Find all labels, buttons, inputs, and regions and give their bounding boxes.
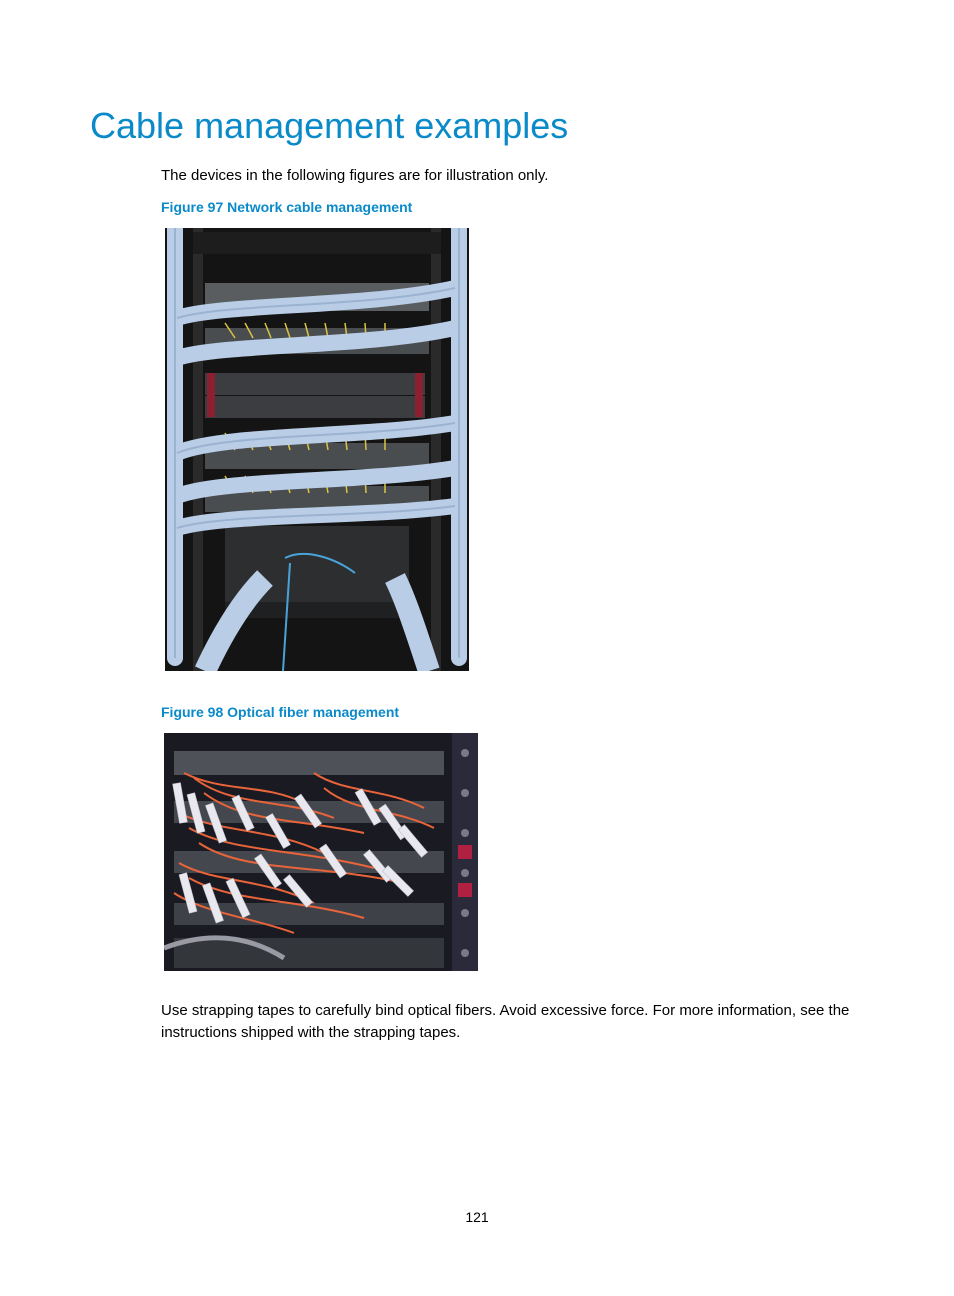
intro-paragraph: The devices in the following figures are for illustration only. [161, 167, 549, 184]
figure-98-caption: Figure 98 Optical fiber management [161, 704, 400, 720]
closing-paragraph: Use strapping tapes to carefully bind optical fibers. Avoid excessive force. For more information, see the instructions shipped with the strapping tapes. [161, 1002, 850, 1041]
figure-97-caption: Figure 97 Network cable management [161, 199, 413, 215]
page-title: Cable management examples [90, 105, 569, 146]
optical-fiber-illustration [164, 733, 478, 971]
page-number: 121 [465, 1209, 489, 1225]
optical-fiber-rack-photo [164, 733, 478, 971]
network-cable-illustration [165, 228, 469, 671]
network-cable-rack-photo [165, 228, 469, 671]
